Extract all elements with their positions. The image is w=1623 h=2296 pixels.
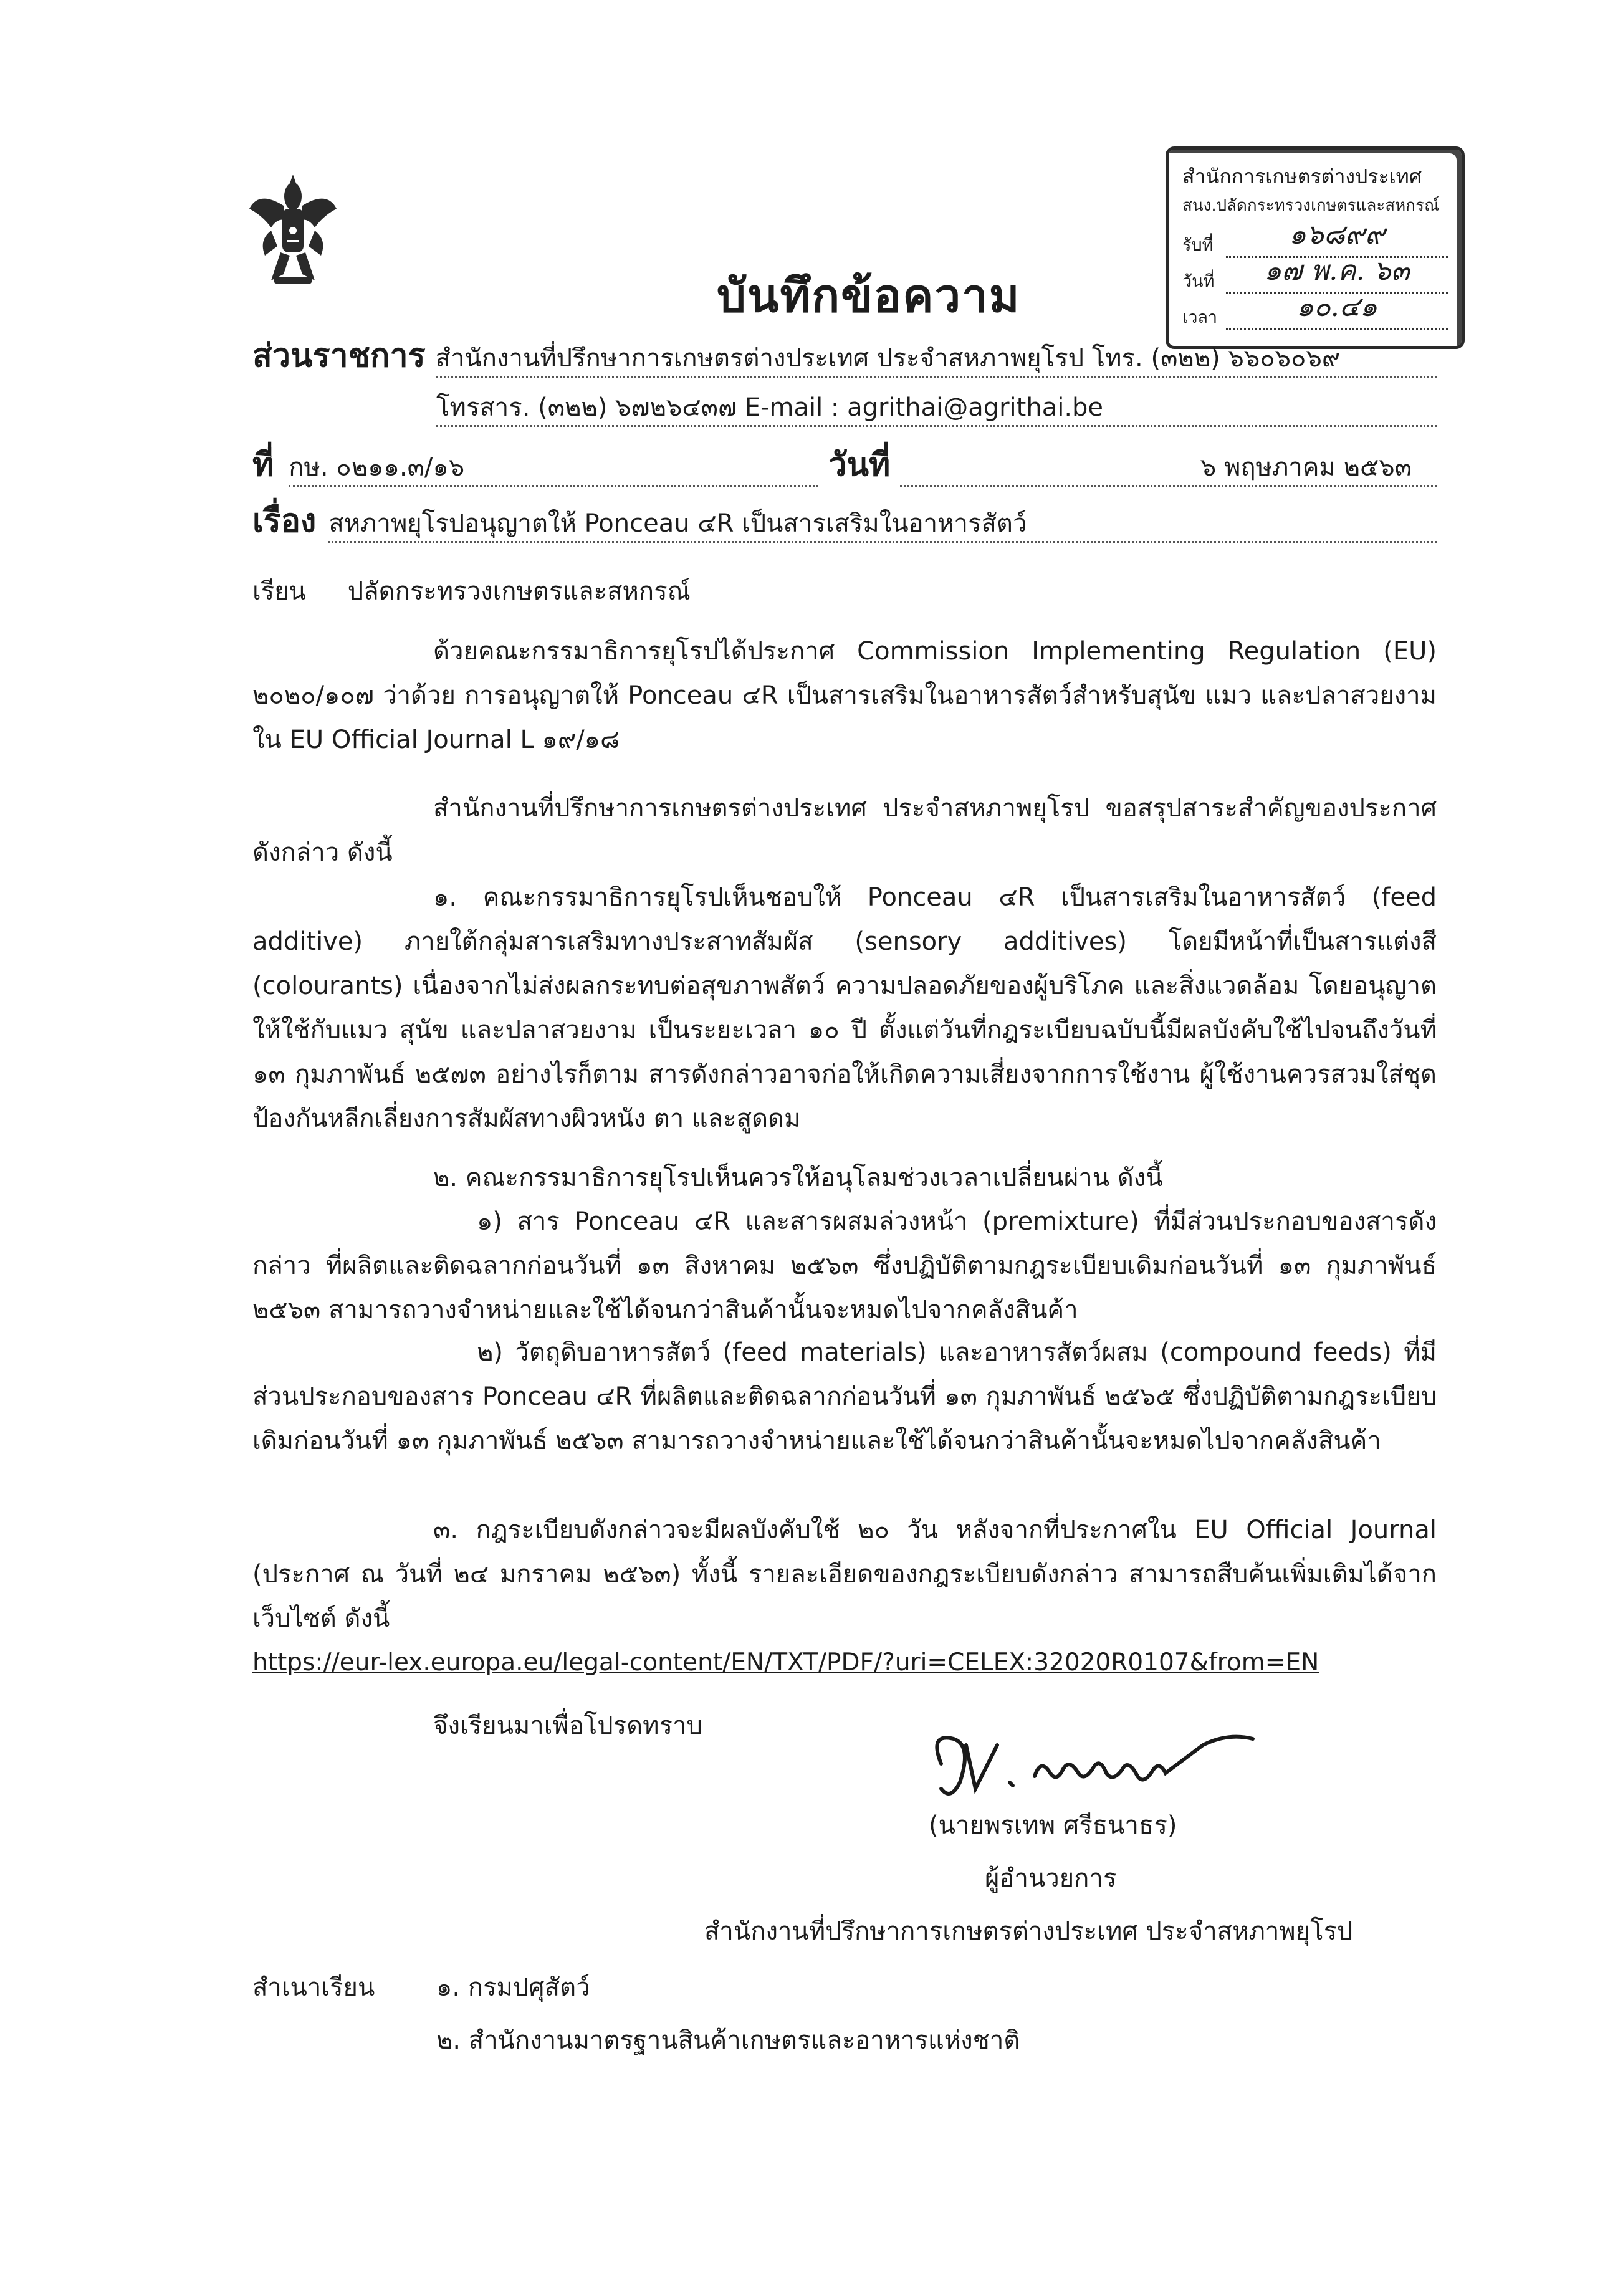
paragraph-item-2-2: ๒) วัตถุดิบอาหารสัตว์ (feed materials) และอาหารสัตว์ผสม (compound feeds) ที่มีส่วนประกอบของสาร Ponceau ๔R ที่ผลิตและติดฉลากก่อนวันที่ ๑๓ กุมภาพันธ์ ๒๕๖๕ ซึ่งปฏิบัติตามกฎระเบียบเดิมก่อนวันที่ ๑๓ กุมภาพันธ์ ๒๕๖๓ สามารถวางจำหน่ายและใช้ได้จนกว่าสินค้านั้นจะหมดไปจากคลังสินค้า xyxy=(252,1338,1437,1455)
ref-label: ที่ xyxy=(252,446,274,484)
stamp-date-value: ๑๗ พ.ค. ๖๓ xyxy=(1226,249,1448,294)
signatory-name: (นายพรเทพ ศรีธนาธร) xyxy=(929,1811,1177,1840)
signatory-position: ผู้อำนวยการ xyxy=(985,1864,1117,1893)
eurlex-link[interactable]: https://eur-lex.europa.eu/legal-content/EN/TXT/PDF/?uri=CELEX:32020R0107&from=EN xyxy=(252,1648,1319,1677)
garuda-emblem xyxy=(246,171,340,290)
salutation-value: ปลัดกระทรวงเกษตรและสหกรณ์ xyxy=(347,577,691,606)
cc-item-2: ๒. สำนักงานมาตรฐานสินค้าเกษตรและอาหารแห่งชาติ xyxy=(436,2026,1020,2055)
receipt-stamp xyxy=(1166,146,1465,349)
date-label: วันที่ xyxy=(828,446,891,484)
date-value: ๖ พฤษภาคม ๒๕๖๓ xyxy=(900,452,1437,487)
cc-label: สำเนาเรียน xyxy=(252,1973,375,2002)
subject-row xyxy=(252,502,1437,543)
stamp-received-value: ๑๖๘๙๙ xyxy=(1226,213,1448,258)
stamp-time-row xyxy=(1182,291,1448,330)
ref-value: กษ. ๐๒๑๑.๓/๑๖ xyxy=(289,452,818,487)
agency-value: สำนักงานที่ปรึกษาการเกษตรต่างประเทศ ประจำสหภาพยุโรป โทร. (๓๒๒) ๖๖๐๖๐๖๙ xyxy=(436,343,1437,378)
agency-row xyxy=(252,337,1437,378)
signatory-office: สำนักงานที่ปรึกษาการเกษตรต่างประเทศ ประจำสหภาพยุโรป xyxy=(704,1917,1353,1946)
stamp-date-label: วันที่ xyxy=(1182,272,1215,291)
subject-value: สหภาพยุโรปอนุญาตให้ Ponceau ๔R เป็นสารเสริมในอาหารสัตว์ xyxy=(328,509,1437,543)
paragraph-summary: สำนักงานที่ปรึกษาการเกษตรต่างประเทศ ประจำสหภาพยุโรป ขอสรุปสาระสำคัญของประกาศดังกล่าว ดังนี้ xyxy=(252,794,1437,867)
salutation-label: เรียน xyxy=(252,577,306,606)
stamp-office-line2: สนง.ปลัดกระทรวงเกษตรและสหกรณ์ xyxy=(1182,196,1440,215)
paragraph-item-2: ๒. คณะกรรมาธิการยุโรปเห็นควรให้อนุโลมช่วงเวลาเปลี่ยนผ่าน ดังนี้ xyxy=(433,1164,1163,1192)
memo-title: บันทึกข้อความ xyxy=(717,269,1021,323)
stamp-office-line1: สำนักการเกษตรต่างประเทศ xyxy=(1182,165,1422,188)
paragraph-item-3: ๓. กฎระเบียบดังกล่าวจะมีผลบังคับใช้ ๒๐ วัน หลังจากที่ประกาศใน EU Official Journal (ประกาศ ณ วันที่ ๒๔ มกราคม ๒๕๖๓) ทั้งนี้ รายละเอียดของกฎระเบียบดังกล่าว สามารถสืบค้นเพิ่มเติมได้จากเว็บไซต์ ดังนี้ xyxy=(252,1516,1437,1633)
subject-label: เรื่อง xyxy=(252,502,317,540)
agency-label: ส่วนราชการ xyxy=(252,337,426,375)
salutation-row xyxy=(252,576,691,606)
handwritten-signature xyxy=(916,1720,1265,1816)
contact-value: โทรสาร. (๓๒๒) ๖๗๒๖๔๓๗ E-mail : agrithai@agrithai.be xyxy=(436,393,1437,427)
stamp-time-value: ๑๐.๔๑ xyxy=(1226,285,1448,330)
paragraph-item-2-1: ๑) สาร Ponceau ๔R และสารผสมล่วงหน้า (premixture) ที่มีส่วนประกอบของสารดังกล่าว ที่ผลิตและติดฉลากก่อนวันที่ ๑๓ สิงหาคม ๒๕๖๓ ซึ่งปฏิบัติตามกฎระเบียบเดิมก่อนวันที่ ๑๓ กุมภาพันธ์ ๒๕๖๓ สามารถวางจำหน่ายและใช้ได้จนกว่าสินค้านั้นจะหมดไปจากคลังสินค้า xyxy=(252,1207,1437,1324)
stamp-received-label: รับที่ xyxy=(1182,236,1214,255)
paragraph-intro: ด้วยคณะกรรมาธิการยุโรปได้ประกาศ Commission Implementing Regulation (EU) ๒๐๒๐/๑๐๗ ว่าด้วย การอนุญาตให้ Ponceau ๔R เป็นสารเสริมในอาหารสัตว์สำหรับสุนัข แมว และปลาสวยงาม ใน EU Official Journal L ๑๙/๑๘ xyxy=(252,637,1437,754)
contact-row xyxy=(436,393,1437,427)
paragraph-item-1: ๑. คณะกรรมาธิการยุโรปเห็นชอบให้ Ponceau ๔R เป็นสารเสริมในอาหารสัตว์ (feed additive) ภายใต้กลุ่มสารเสริมทางประสาทสัมผัส (sensory additives) โดยมีหน้าที่เป็นสารแต่งสี (colourants) เนื่องจากไม่ส่งผลกระทบต่อสุขภาพสัตว์ ความปลอดภัยของผู้บริโภค และสิ่งแวดล้อม โดยอนุญาตให้ใช้กับแมว สุนัข และปลาสวยงาม เป็นระยะเวลา ๑๐ ปี ตั้งแต่วันที่กฎระเบียบฉบับนี้มีผลบังคับใช้ไปจนถึงวันที่ ๑๓ กุมภาพันธ์ ๒๕๗๓ อย่างไรก็ตาม สารดังกล่าวอาจก่อให้เกิดความเสี่ยงจากการใช้งาน ผู้ใช้งานควรสวมใส่ชุดป้องกันหลีกเลี่ยงการสัมผัสทางผิวหนัง ตา และสูดดม xyxy=(252,883,1437,1133)
stamp-time-label: เวลา xyxy=(1182,308,1218,327)
closing-line: จึงเรียนมาเพื่อโปรดทราบ xyxy=(433,1711,702,1740)
ref-row xyxy=(252,446,1437,487)
cc-item-1: ๑. กรมปศุสัตว์ xyxy=(436,1973,590,2002)
